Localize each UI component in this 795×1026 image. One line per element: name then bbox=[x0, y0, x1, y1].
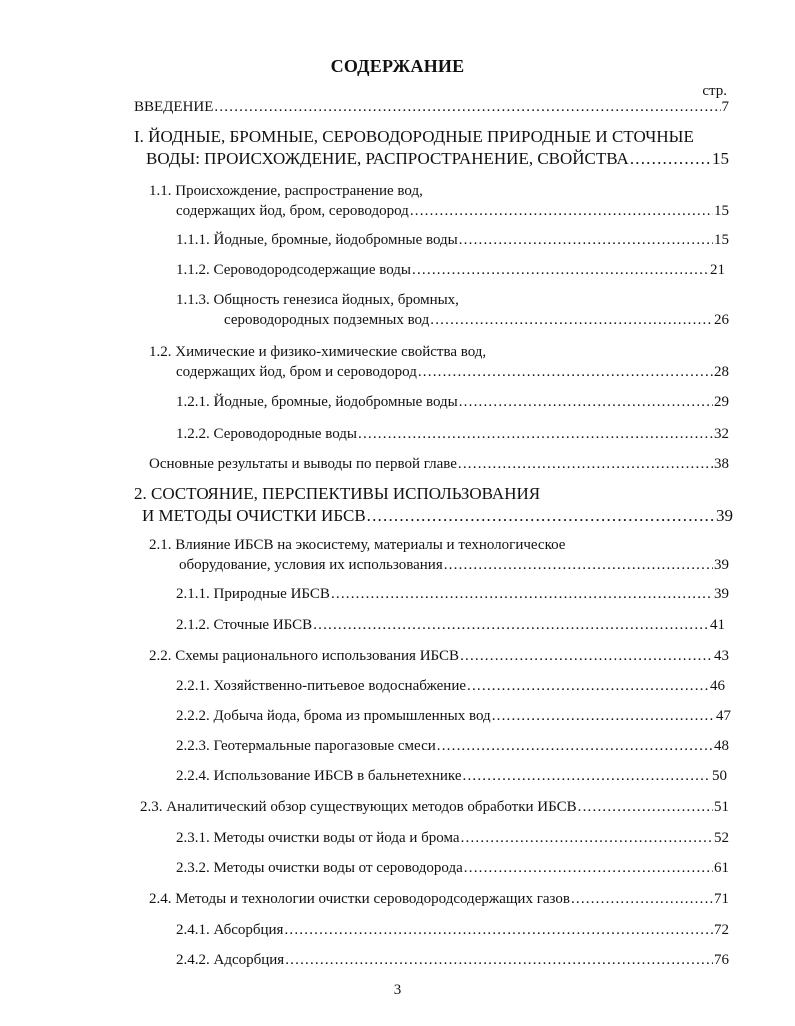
toc-entry bbox=[149, 454, 729, 474]
toc-entry-page: 39 bbox=[714, 557, 729, 573]
toc-entry-title: 2.4.1. Абсорбция bbox=[176, 922, 284, 938]
toc-entry-title: 1.2.2. Сероводородные воды bbox=[176, 426, 357, 442]
toc-entry bbox=[176, 828, 729, 848]
toc-entry bbox=[176, 706, 731, 726]
toc-entry bbox=[134, 483, 733, 527]
toc-leader-dots bbox=[459, 392, 713, 412]
toc-entry-title: 2.2.3. Геотермальные парогазовые смеси bbox=[176, 738, 436, 754]
toc-leader-dots bbox=[313, 615, 709, 635]
toc-leader-dots bbox=[214, 97, 720, 117]
toc-entry-title-line: 1.1. Происхождение, распространение вод, bbox=[149, 183, 423, 199]
toc-entry-title-line: оборудование, условия их использования bbox=[179, 557, 443, 573]
toc-entry bbox=[176, 290, 729, 330]
toc-entry-title-line: 1.1.3. Общность генезиса йодных, бромных, bbox=[176, 292, 459, 308]
toc-entry-page: 39 bbox=[716, 506, 733, 525]
toc-entry-title: ВВЕДЕНИЕ bbox=[134, 99, 214, 115]
toc-entry-title: 2.3.1. Методы очистки воды от йода и брома bbox=[176, 830, 460, 846]
toc-entry-title-line: содержащих йод, бром, сероводород bbox=[176, 203, 409, 219]
page-title: СОДЕРЖАНИЕ bbox=[330, 56, 465, 76]
toc-entry-title-line: 1.2. Химические и физико-химические свойства вод, bbox=[149, 344, 487, 360]
toc-leader-dots bbox=[459, 230, 713, 250]
toc-leader-dots bbox=[467, 676, 709, 696]
toc-entry-title: 2.2.4. Использование ИБСВ в бальнетехнике bbox=[176, 768, 462, 784]
toc-entry-page: 41 bbox=[710, 617, 725, 633]
toc-entry bbox=[134, 97, 729, 117]
toc-entry bbox=[134, 126, 729, 170]
toc-entry-page: 28 bbox=[714, 364, 729, 380]
toc-entry bbox=[149, 535, 729, 575]
toc-entry-title: 2.4.2. Адсорбция bbox=[176, 952, 285, 968]
toc-entry-title: 2.2. Схемы рационального использования ИБСВ bbox=[149, 648, 460, 664]
toc-entry-title-line: 2. СОСТОЯНИЕ, ПЕРСПЕКТИВЫ ИСПОЛЬЗОВАНИЯ bbox=[134, 484, 541, 503]
toc-leader-dots bbox=[630, 148, 711, 170]
toc-entry-page: 15 bbox=[714, 232, 729, 248]
toc-entry-title: 2.2.2. Добыча йода, брома из промышленных вод bbox=[176, 708, 491, 724]
toc-leader-dots bbox=[461, 828, 713, 848]
toc-leader-dots bbox=[460, 646, 713, 666]
toc-entry-title: 1.1.1. Йодные, бромные, йодобромные воды bbox=[176, 232, 458, 248]
toc-entry bbox=[149, 342, 729, 382]
toc-leader-dots bbox=[430, 310, 713, 330]
toc-entry bbox=[176, 858, 729, 878]
toc-entry-title: Основные результаты и выводы по первой главе bbox=[149, 456, 457, 472]
toc-entry-title-line: I. ЙОДНЫЕ, БРОМНЫЕ, СЕРОВОДОРОДНЫЕ ПРИРОДНЫЕ И СТОЧНЫЕ bbox=[134, 127, 694, 146]
toc-entry-title: 2.4. Методы и технологии очистки сероводородсодержащих газов bbox=[149, 891, 570, 907]
toc-entry-title: 1.2.1. Йодные, бромные, йодобромные воды bbox=[176, 394, 458, 410]
toc-entry-title: 2.3. Аналитический обзор существующих методов обработки ИБСВ bbox=[140, 799, 577, 815]
toc-entry bbox=[176, 676, 725, 696]
toc-entry-page: 39 bbox=[714, 586, 729, 602]
toc-leader-dots bbox=[578, 797, 713, 817]
toc-entry-title: 2.3.2. Методы очистки воды от сероводорода bbox=[176, 860, 463, 876]
toc-entry-title-line: И МЕТОДЫ ОЧИСТКИ ИБСВ bbox=[142, 506, 366, 525]
toc-entry-page: 26 bbox=[714, 312, 729, 328]
toc-entry-page: 48 bbox=[714, 738, 729, 754]
toc-entry bbox=[149, 181, 729, 221]
toc-entry bbox=[176, 230, 729, 250]
toc-entry bbox=[176, 260, 725, 280]
toc-leader-dots bbox=[285, 950, 713, 970]
toc-entry bbox=[176, 736, 729, 756]
toc-entry-page: 43 bbox=[714, 648, 729, 664]
toc-leader-dots bbox=[444, 555, 713, 575]
toc-entry bbox=[176, 584, 729, 604]
toc-entry-title: 1.1.2. Сероводородсодержащие воды bbox=[176, 262, 412, 278]
toc-entry-page: 7 bbox=[721, 99, 729, 115]
toc-entry-page: 38 bbox=[714, 456, 729, 472]
toc-entry-page: 29 bbox=[714, 394, 729, 410]
toc-leader-dots bbox=[412, 260, 709, 280]
toc-entry-page: 50 bbox=[712, 768, 727, 784]
page-column-label: стр. bbox=[702, 83, 727, 99]
toc-leader-dots bbox=[463, 766, 712, 786]
toc-leader-dots bbox=[284, 920, 713, 940]
toc-entry-page: 15 bbox=[714, 203, 729, 219]
toc-entry bbox=[176, 615, 725, 635]
toc-entry-page: 52 bbox=[714, 830, 729, 846]
toc-entry-page: 46 bbox=[710, 678, 725, 694]
toc-entry-title: 2.2.1. Хозяйственно-питьевое водоснабжение bbox=[176, 678, 467, 694]
toc-entry-page: 15 bbox=[712, 149, 729, 168]
toc-entry-title-line: содержащих йод, бром и сероводород bbox=[176, 364, 417, 380]
toc-entry-page: 51 bbox=[714, 799, 729, 815]
toc-entry-page: 76 bbox=[714, 952, 729, 968]
toc-entry bbox=[149, 646, 729, 666]
toc-leader-dots bbox=[571, 889, 713, 909]
toc-leader-dots bbox=[410, 201, 713, 221]
toc-entry-title: 2.1.2. Сточные ИБСВ bbox=[176, 617, 313, 633]
toc-entry-page: 32 bbox=[714, 426, 729, 442]
toc-entry bbox=[149, 889, 729, 909]
toc-leader-dots bbox=[358, 424, 713, 444]
toc-entry-title: 2.1.1. Природные ИБСВ bbox=[176, 586, 330, 602]
toc-entry-page: 61 bbox=[714, 860, 729, 876]
toc-entry bbox=[140, 797, 729, 817]
toc-leader-dots bbox=[492, 706, 715, 726]
toc-entry-page: 47 bbox=[716, 708, 731, 724]
toc-entry-title-line: ВОДЫ: ПРОИСХОЖДЕНИЕ, РАСПРОСТРАНЕНИЕ, СВОЙСТВА bbox=[146, 149, 629, 168]
page-number: 3 bbox=[393, 982, 402, 998]
toc-entry bbox=[176, 920, 729, 940]
toc-leader-dots bbox=[437, 736, 713, 756]
toc-entry bbox=[176, 392, 729, 412]
toc-entry bbox=[176, 950, 729, 970]
toc-leader-dots bbox=[458, 454, 713, 474]
toc-entry-page: 72 bbox=[714, 922, 729, 938]
toc-entry bbox=[176, 424, 729, 444]
toc-entry-title-line: сероводородных подземных вод bbox=[224, 312, 430, 328]
toc-entry bbox=[176, 766, 727, 786]
toc-entry-title-line: 2.1. Влияние ИБСВ на экосистему, материалы и технологическое bbox=[149, 537, 566, 553]
toc-leader-dots bbox=[331, 584, 713, 604]
toc-leader-dots bbox=[418, 362, 713, 382]
toc-entry-page: 21 bbox=[710, 262, 725, 278]
toc-leader-dots bbox=[367, 505, 715, 527]
toc-entry-page: 71 bbox=[714, 891, 729, 907]
toc-leader-dots bbox=[464, 858, 713, 878]
